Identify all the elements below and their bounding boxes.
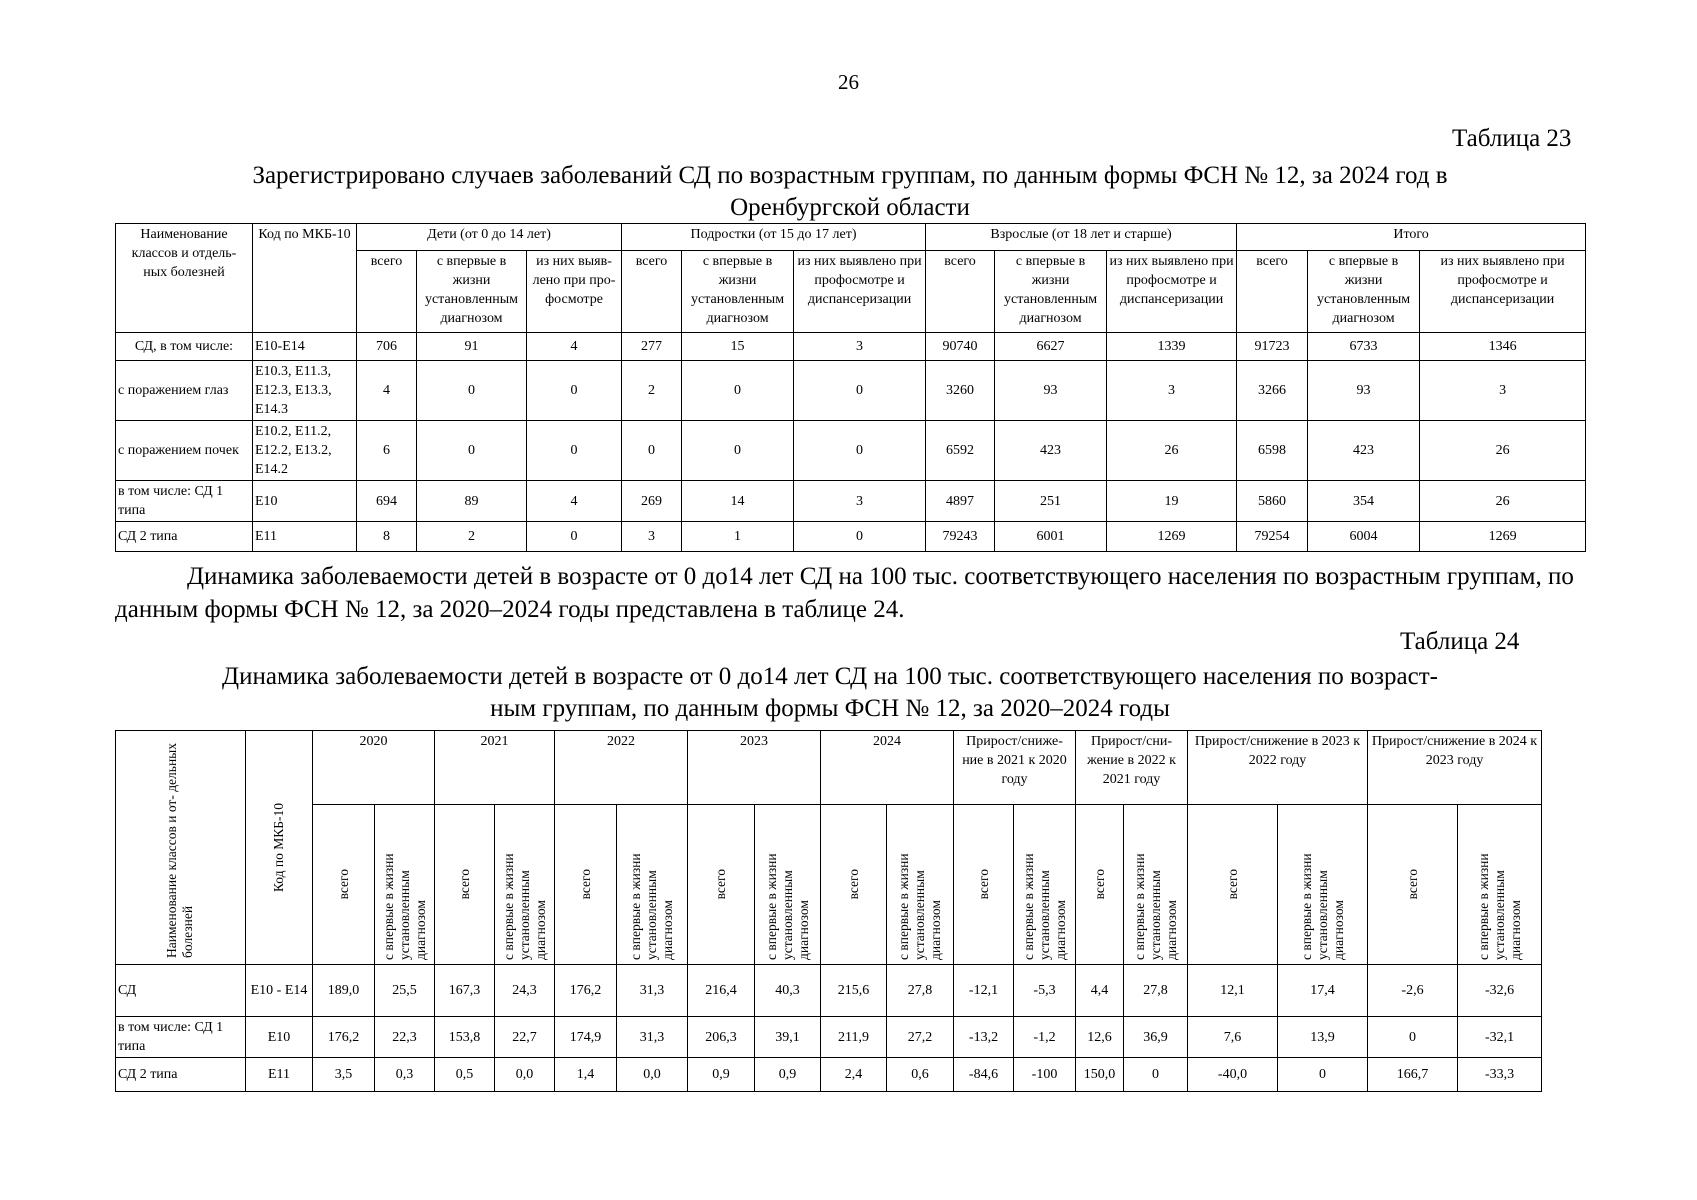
table23-title-line2: Оренбургской области: [730, 194, 970, 221]
table-cell: -13,2: [954, 1017, 1014, 1058]
row-code: Е11: [253, 522, 357, 552]
table24-subheader-total: [555, 805, 617, 965]
table-cell: 174,9: [555, 1017, 617, 1058]
table-cell: 216,4: [688, 965, 755, 1017]
table-cell: 0: [794, 361, 926, 421]
table-cell: 40,3: [755, 965, 821, 1017]
table-cell: 91723: [1237, 333, 1308, 361]
table24-subheader-total: [821, 805, 887, 965]
table-cell: 0: [527, 361, 622, 421]
table-row: [116, 1017, 1542, 1058]
table24-header-name: [116, 731, 246, 965]
table-cell: 93: [995, 361, 1107, 421]
table24-subheader-first: [1278, 805, 1368, 965]
row-code: Е10: [246, 1017, 313, 1058]
row-name: с поражением почек: [116, 421, 253, 481]
table-cell: 4: [527, 481, 622, 522]
table24-header-year: 2023: [688, 731, 821, 805]
table24-header-code: [246, 731, 313, 965]
table-cell: 0: [794, 522, 926, 552]
table-cell: 4: [357, 361, 417, 421]
body-paragraph: Динамика заболеваемости детей в возрасте от 0 до14 лет СД на 100 тыс. соответствующего населения по возрастным группам, по данным формы ФСН № 12, за 2020–2024 годы представлена в таблице 24.: [115, 563, 1574, 623]
table24-subheader-text: с впервые в жизни установленным диагнозом: [1475, 852, 1523, 960]
table23-header-teens: Подростки (от 15 до 17 лет): [622, 224, 926, 251]
table-cell: 13,9: [1278, 1017, 1368, 1058]
table24-subheader-first: [1124, 805, 1188, 965]
table-cell: 1,4: [555, 1058, 617, 1092]
table23-subheader: всего: [357, 251, 417, 333]
table-cell: 36,9: [1124, 1017, 1188, 1058]
table23-subheader: с впервые в жизни установленным диагнозом: [1308, 251, 1420, 333]
table-cell: 1346: [1420, 333, 1586, 361]
table-cell: 31,3: [617, 965, 688, 1017]
table-cell: 6004: [1308, 522, 1420, 552]
table-cell: 251: [995, 481, 1107, 522]
table-cell: 0,0: [617, 1058, 688, 1092]
table-cell: 6: [357, 421, 417, 481]
table-cell: 4897: [926, 481, 995, 522]
table-cell: 0,3: [375, 1058, 435, 1092]
table24-header-year: 2020: [313, 731, 435, 805]
table-cell: 0,9: [755, 1058, 821, 1092]
row-name: СД, в том числе:: [116, 333, 253, 361]
table23-subheader: из них выяв- лено при про- фосмотре: [527, 251, 622, 333]
table24-subheader-text: всего: [456, 869, 472, 900]
table24-title-line2: ным группам, по данным формы ФСН № 12, за 2020–2024 годы: [490, 695, 1170, 722]
table-cell: 15: [682, 333, 794, 361]
table23-subheader: всего: [926, 251, 995, 333]
table-row: [116, 333, 1586, 361]
row-code: Е10-Е14: [253, 333, 357, 361]
table-cell: 1339: [1107, 333, 1237, 361]
table-cell: -2,6: [1368, 965, 1458, 1017]
table-cell: 27,2: [887, 1017, 954, 1058]
table-cell: 91: [417, 333, 527, 361]
table24-subheader-text: с впервые в жизни установленным диагнозом: [628, 852, 675, 960]
table-cell: 8: [357, 522, 417, 552]
table-cell: 153,8: [435, 1017, 495, 1058]
table-cell: -32,6: [1458, 965, 1542, 1017]
table-cell: 27,8: [887, 965, 954, 1017]
table-cell: 6592: [926, 421, 995, 481]
table24-subheader-text: всего: [1091, 869, 1107, 900]
table23-body: [116, 333, 1586, 552]
table-cell: 93: [1308, 361, 1420, 421]
table-cell: -33,3: [1458, 1058, 1542, 1092]
table24-subheader-total: [688, 805, 755, 965]
table24-subheader-total: [954, 805, 1014, 965]
table24-subheader-text: всего: [1404, 869, 1420, 900]
table24-subheader-total: [1076, 805, 1124, 965]
table24-subheader-text: всего: [713, 869, 728, 900]
table-cell: 89: [417, 481, 527, 522]
table-cell: 14: [682, 481, 794, 522]
table24-subheader-text: с впервые в жизни установленным диагнозом: [500, 852, 548, 960]
table23-title-line1: Зарегистрировано случаев заболеваний СД по возрастным группам, по данным формы ФСН № 12, за 2024 год в: [252, 162, 1448, 189]
table-cell: 7,6: [1188, 1017, 1278, 1058]
table24-subheader-text: всего: [975, 869, 991, 900]
table23: [115, 223, 1586, 552]
table-cell: 27,8: [1124, 965, 1188, 1017]
table-cell: 2: [622, 361, 682, 421]
table-row: [116, 965, 1542, 1017]
row-code: Е10.3, Е11.3, Е12.3, Е13.3, Е14.3: [253, 361, 357, 421]
table-cell: -84,6: [954, 1058, 1014, 1092]
table24-subheader-text: с впервые в жизни установленным диагнозом: [380, 852, 428, 960]
table-cell: 3260: [926, 361, 995, 421]
table-cell: 6001: [995, 522, 1107, 552]
table-cell: 2,4: [821, 1058, 887, 1092]
table-cell: 79243: [926, 522, 995, 552]
table-row: [116, 421, 1586, 481]
row-code: Е10 - Е14: [246, 965, 313, 1017]
row-name: СД 2 типа: [116, 522, 253, 552]
table24-subheader-text: с впервые в жизни установленным диагнозом: [1020, 852, 1068, 960]
table-cell: 3: [622, 522, 682, 552]
table-cell: 0: [682, 361, 794, 421]
table-row: [116, 481, 1586, 522]
table-cell: 31,3: [617, 1017, 688, 1058]
table-cell: 269: [622, 481, 682, 522]
table-cell: -12,1: [954, 965, 1014, 1017]
table23-subheader: с впервые в жизни установленным диагнозом: [682, 251, 794, 333]
table-cell: 3266: [1237, 361, 1308, 421]
table24-subheader-text: всего: [845, 869, 861, 900]
table24-subheader-first: [887, 805, 954, 965]
table-cell: 12,6: [1076, 1017, 1124, 1058]
table24-subheader-text: с впервые в жизни установленным диагнозом: [1131, 852, 1179, 960]
table24-subheader-total: [313, 805, 375, 965]
table24-header-growth: Прирост/сниже- ние в 2021 к 2020 году: [954, 731, 1076, 805]
table-cell: 0,9: [688, 1058, 755, 1092]
table24-subheader-total: [435, 805, 495, 965]
table-cell: 17,4: [1278, 965, 1368, 1017]
table-cell: 24,3: [495, 965, 555, 1017]
table-cell: 2: [417, 522, 527, 552]
table24-header-row-1: [116, 731, 1542, 805]
table-cell: -32,1: [1458, 1017, 1542, 1058]
table-cell: 12,1: [1188, 965, 1278, 1017]
table-cell: 19: [1107, 481, 1237, 522]
row-name: СД: [116, 965, 246, 1017]
table24-subheader-text: с впервые в жизни установленным диагнозом: [896, 852, 943, 960]
table23-subheader: с впервые в жизни установленным диагнозом: [417, 251, 527, 333]
table24-header-code-text: Код по МКБ-10: [271, 802, 286, 893]
row-name: с поражением глаз: [116, 361, 253, 421]
table24: [115, 730, 1542, 1092]
table-cell: 166,7: [1368, 1058, 1458, 1092]
table-cell: -40,0: [1188, 1058, 1278, 1092]
table24-subheader-first: [1014, 805, 1076, 965]
page-number: 26: [838, 70, 859, 94]
table-cell: 4: [527, 333, 622, 361]
table24-subheader-text: всего: [577, 869, 593, 900]
table-cell: 26: [1420, 421, 1586, 481]
table-cell: 5860: [1237, 481, 1308, 522]
table-cell: -5,3: [1014, 965, 1076, 1017]
table23-subheader: всего: [622, 251, 682, 333]
table23-title: [100, 160, 1600, 224]
table-cell: 0: [682, 421, 794, 481]
table23-header-code: Код по МКБ-10: [253, 224, 357, 333]
table-cell: 0,6: [887, 1058, 954, 1092]
table-cell: 0: [417, 361, 527, 421]
table-cell: 0: [527, 522, 622, 552]
table-cell: 694: [357, 481, 417, 522]
row-name: в том числе: СД 1 типа: [116, 481, 253, 522]
table24-header-growth: Прирост/сни- жение в 2022 к 2021 году: [1076, 731, 1188, 805]
table-cell: 1269: [1420, 522, 1586, 552]
table24-header-growth: Прирост/снижение в 2024 к 2023 году: [1368, 731, 1542, 805]
table-cell: 22,7: [495, 1017, 555, 1058]
table-cell: 1269: [1107, 522, 1237, 552]
table-cell: 0: [794, 421, 926, 481]
table-row: [116, 1058, 1542, 1092]
table-cell: 79254: [1237, 522, 1308, 552]
table-cell: 176,2: [313, 1017, 375, 1058]
table23-header-adults: Взрослые (от 18 лет и старше): [926, 224, 1237, 251]
table-cell: 167,3: [435, 965, 495, 1017]
table23-header-row-1: [116, 224, 1586, 251]
table-cell: 39,1: [755, 1017, 821, 1058]
table-cell: 0: [417, 421, 527, 481]
table-cell: 26: [1107, 421, 1237, 481]
table-cell: 423: [1308, 421, 1420, 481]
table24-subheader-total: [1188, 805, 1278, 965]
table24-header-year: 2021: [435, 731, 555, 805]
table24-header-year: 2024: [821, 731, 954, 805]
table24-subheader-first: [1458, 805, 1542, 965]
table-cell: 423: [995, 421, 1107, 481]
table-cell: 26: [1420, 481, 1586, 522]
table-cell: 0,5: [435, 1058, 495, 1092]
table-cell: 25,5: [375, 965, 435, 1017]
table-cell: 3: [1420, 361, 1586, 421]
table24-subheader-first: [617, 805, 688, 965]
table-cell: -100: [1014, 1058, 1076, 1092]
table24-subheader-text: с впервые в жизни установленным диагнозом: [763, 852, 811, 960]
table24-subheader-text: всего: [1224, 869, 1240, 900]
row-code: Е11: [246, 1058, 313, 1092]
table23-subheader: с впервые в жизни установленным диагнозом: [995, 251, 1107, 333]
table23-subheader: из них выявлено при профосмотре и диспансеризации: [1420, 251, 1586, 333]
table24-title-line1: Динамика заболеваемости детей в возрасте от 0 до14 лет СД на 100 тыс. соответствующего населения по возраст-: [222, 663, 1438, 690]
table23-header-name: Наименование классов и отдель- ных болезней: [116, 224, 253, 333]
row-name: СД 2 типа: [116, 1058, 246, 1092]
table-cell: 3: [794, 333, 926, 361]
table23-label: Таблица 23: [1452, 125, 1572, 152]
table23-subheader: из них выявлено при профосмотре и диспансеризации: [794, 251, 926, 333]
table-cell: 0: [1368, 1017, 1458, 1058]
table-cell: 6627: [995, 333, 1107, 361]
table-cell: 1: [682, 522, 794, 552]
table24-subheader-first: [755, 805, 821, 965]
table-cell: 6733: [1308, 333, 1420, 361]
table-cell: 6598: [1237, 421, 1308, 481]
table-cell: 150,0: [1076, 1058, 1124, 1092]
table24-title: [120, 661, 1540, 725]
table-cell: 215,6: [821, 965, 887, 1017]
table-cell: 277: [622, 333, 682, 361]
table24-body: [116, 965, 1542, 1092]
table-row: [116, 522, 1586, 552]
table24-label: Таблица 24: [1400, 628, 1520, 655]
table23-subheader: из них выявлено при профосмотре и диспансеризации: [1107, 251, 1237, 333]
table24-subheader-total: [1368, 805, 1458, 965]
table-cell: 176,2: [555, 965, 617, 1017]
table-cell: 0,0: [495, 1058, 555, 1092]
table23-header-children: Дети (от 0 до 14 лет): [357, 224, 622, 251]
table24-subheader-text: всего: [335, 869, 351, 900]
table24-header-name-text: Наименование классов и от- дельных болезней: [163, 742, 195, 958]
table24-header-year: 2022: [555, 731, 688, 805]
table-cell: 0: [527, 421, 622, 481]
table24-header-row-2: [116, 805, 1542, 965]
row-name: в том числе: СД 1 типа: [116, 1017, 246, 1058]
table-cell: 189,0: [313, 965, 375, 1017]
table-cell: 3: [794, 481, 926, 522]
table24-subheader-first: [375, 805, 435, 965]
table-cell: 0: [622, 421, 682, 481]
row-code: Е10.2, Е11.2, Е12.2, Е13.2, Е14.2: [253, 421, 357, 481]
table-cell: 90740: [926, 333, 995, 361]
table-cell: 3: [1107, 361, 1237, 421]
table-cell: 706: [357, 333, 417, 361]
table-cell: -1,2: [1014, 1017, 1076, 1058]
row-code: Е10: [253, 481, 357, 522]
table-cell: 354: [1308, 481, 1420, 522]
table23-subheader: всего: [1237, 251, 1308, 333]
table24-header-growth: Прирост/снижение в 2023 к 2022 году: [1188, 731, 1368, 805]
table-cell: 211,9: [821, 1017, 887, 1058]
table24-subheader-first: [495, 805, 555, 965]
table-cell: 4,4: [1076, 965, 1124, 1017]
table-cell: 22,3: [375, 1017, 435, 1058]
table-row: [116, 361, 1586, 421]
table-cell: 3,5: [313, 1058, 375, 1092]
table-cell: 0: [1124, 1058, 1188, 1092]
table-cell: 0: [1278, 1058, 1368, 1092]
table24-subheader-text: с впервые в жизни установленным диагнозом: [1298, 852, 1346, 960]
table23-header-total: Итого: [1237, 224, 1586, 251]
table-cell: 206,3: [688, 1017, 755, 1058]
